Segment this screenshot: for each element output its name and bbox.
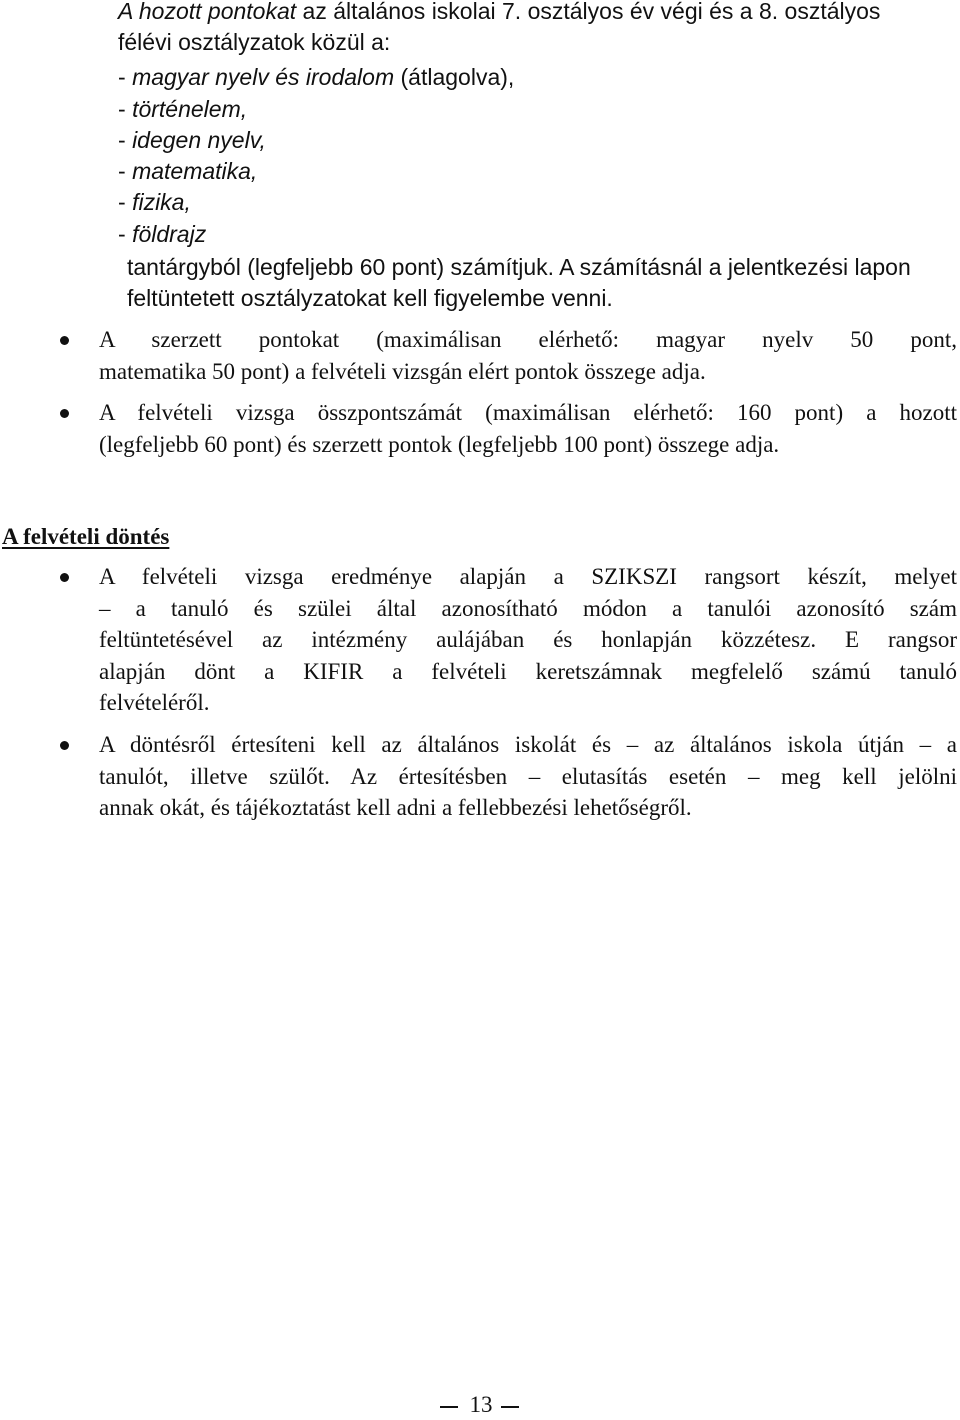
bullet-icon [60,573,69,582]
decision-bullet-2 [99,729,957,824]
intro-line-9: tantárgyból (legfeljebb 60 pont) számítjuk. A számításnál a jelentkezési lapon [127,254,911,280]
section-heading: A felvételi döntés [2,524,170,549]
bullet-icon [60,741,69,750]
intro-line-2: félévi osztályzatok közül a: [118,29,391,55]
footer-dash-right [501,1406,519,1408]
bullet-icon [60,336,69,345]
points-bullet-2-line-1: A felvételi vizsga összpontszámát (maximálisan elérhető: 160 pont) a hozott [99,400,957,425]
decision-bullet-1 [99,561,957,719]
paragraph-line: – a tanuló és szülei által azonosítható módon a tanulói azonosító szám [99,595,957,621]
hozott-pontokat-term: A hozott pontokat [118,0,297,24]
points-bullet-1-line-1: A szerzett pontokat (maximálisan elérhető: magyar nyelv 50 pont, [99,327,957,352]
subject-item: - matematika, [118,158,258,184]
paragraph-line: alapján dönt a KIFIR a felvételi keretszámnak megfelelő számú tanuló [99,658,957,684]
paragraph-line: felvételéről. [99,690,210,715]
bullet-icon [60,409,69,418]
subject-item: - magyar nyelv és irodalom (átlagolva), [118,64,515,90]
subject-item: - földrajz [118,221,207,247]
page-footer [0,1390,960,1420]
subject-item: - történelem, [118,96,248,122]
footer-dash-left [440,1406,458,1408]
subject-item: - idegen nyelv, [118,127,266,153]
intro-line-10: feltüntetett osztályzatokat kell figyelembe venni. [127,285,613,311]
subject-item: - fizika, [118,189,191,215]
paragraph-line: A döntésről értesíteni kell az általános iskolát és – az általános iskola útján – a [99,732,957,757]
page-number: 13 [469,1392,493,1417]
paragraph-line: annak okát, és tájékoztatást kell adni a fellebbezési lehetőségről. [99,795,692,820]
paragraph-line: feltüntetésével az intézmény aulájában és honlapján közzétesz. E rangsor [99,627,957,652]
intro-line-1: A hozott pontokat az általános iskolai 7. osztályos év végi és a 8. osztályos [118,0,881,24]
points-bullet-1-line-2: matematika 50 pont) a felvételi vizsgán elért pontok összege adja. [99,359,706,384]
points-bullet-2-line-2: (legfeljebb 60 pont) és szerzett pontok (legfeljebb 100 pont) összege adja. [99,432,780,457]
paragraph-line: A felvételi vizsga eredménye alapján a SZIKSZI rangsort készít, melyet [99,564,957,589]
paragraph-line: tanulót, illetve szülőt. Az értesítésben – elutasítás esetén – meg kell jelölni [99,763,957,789]
